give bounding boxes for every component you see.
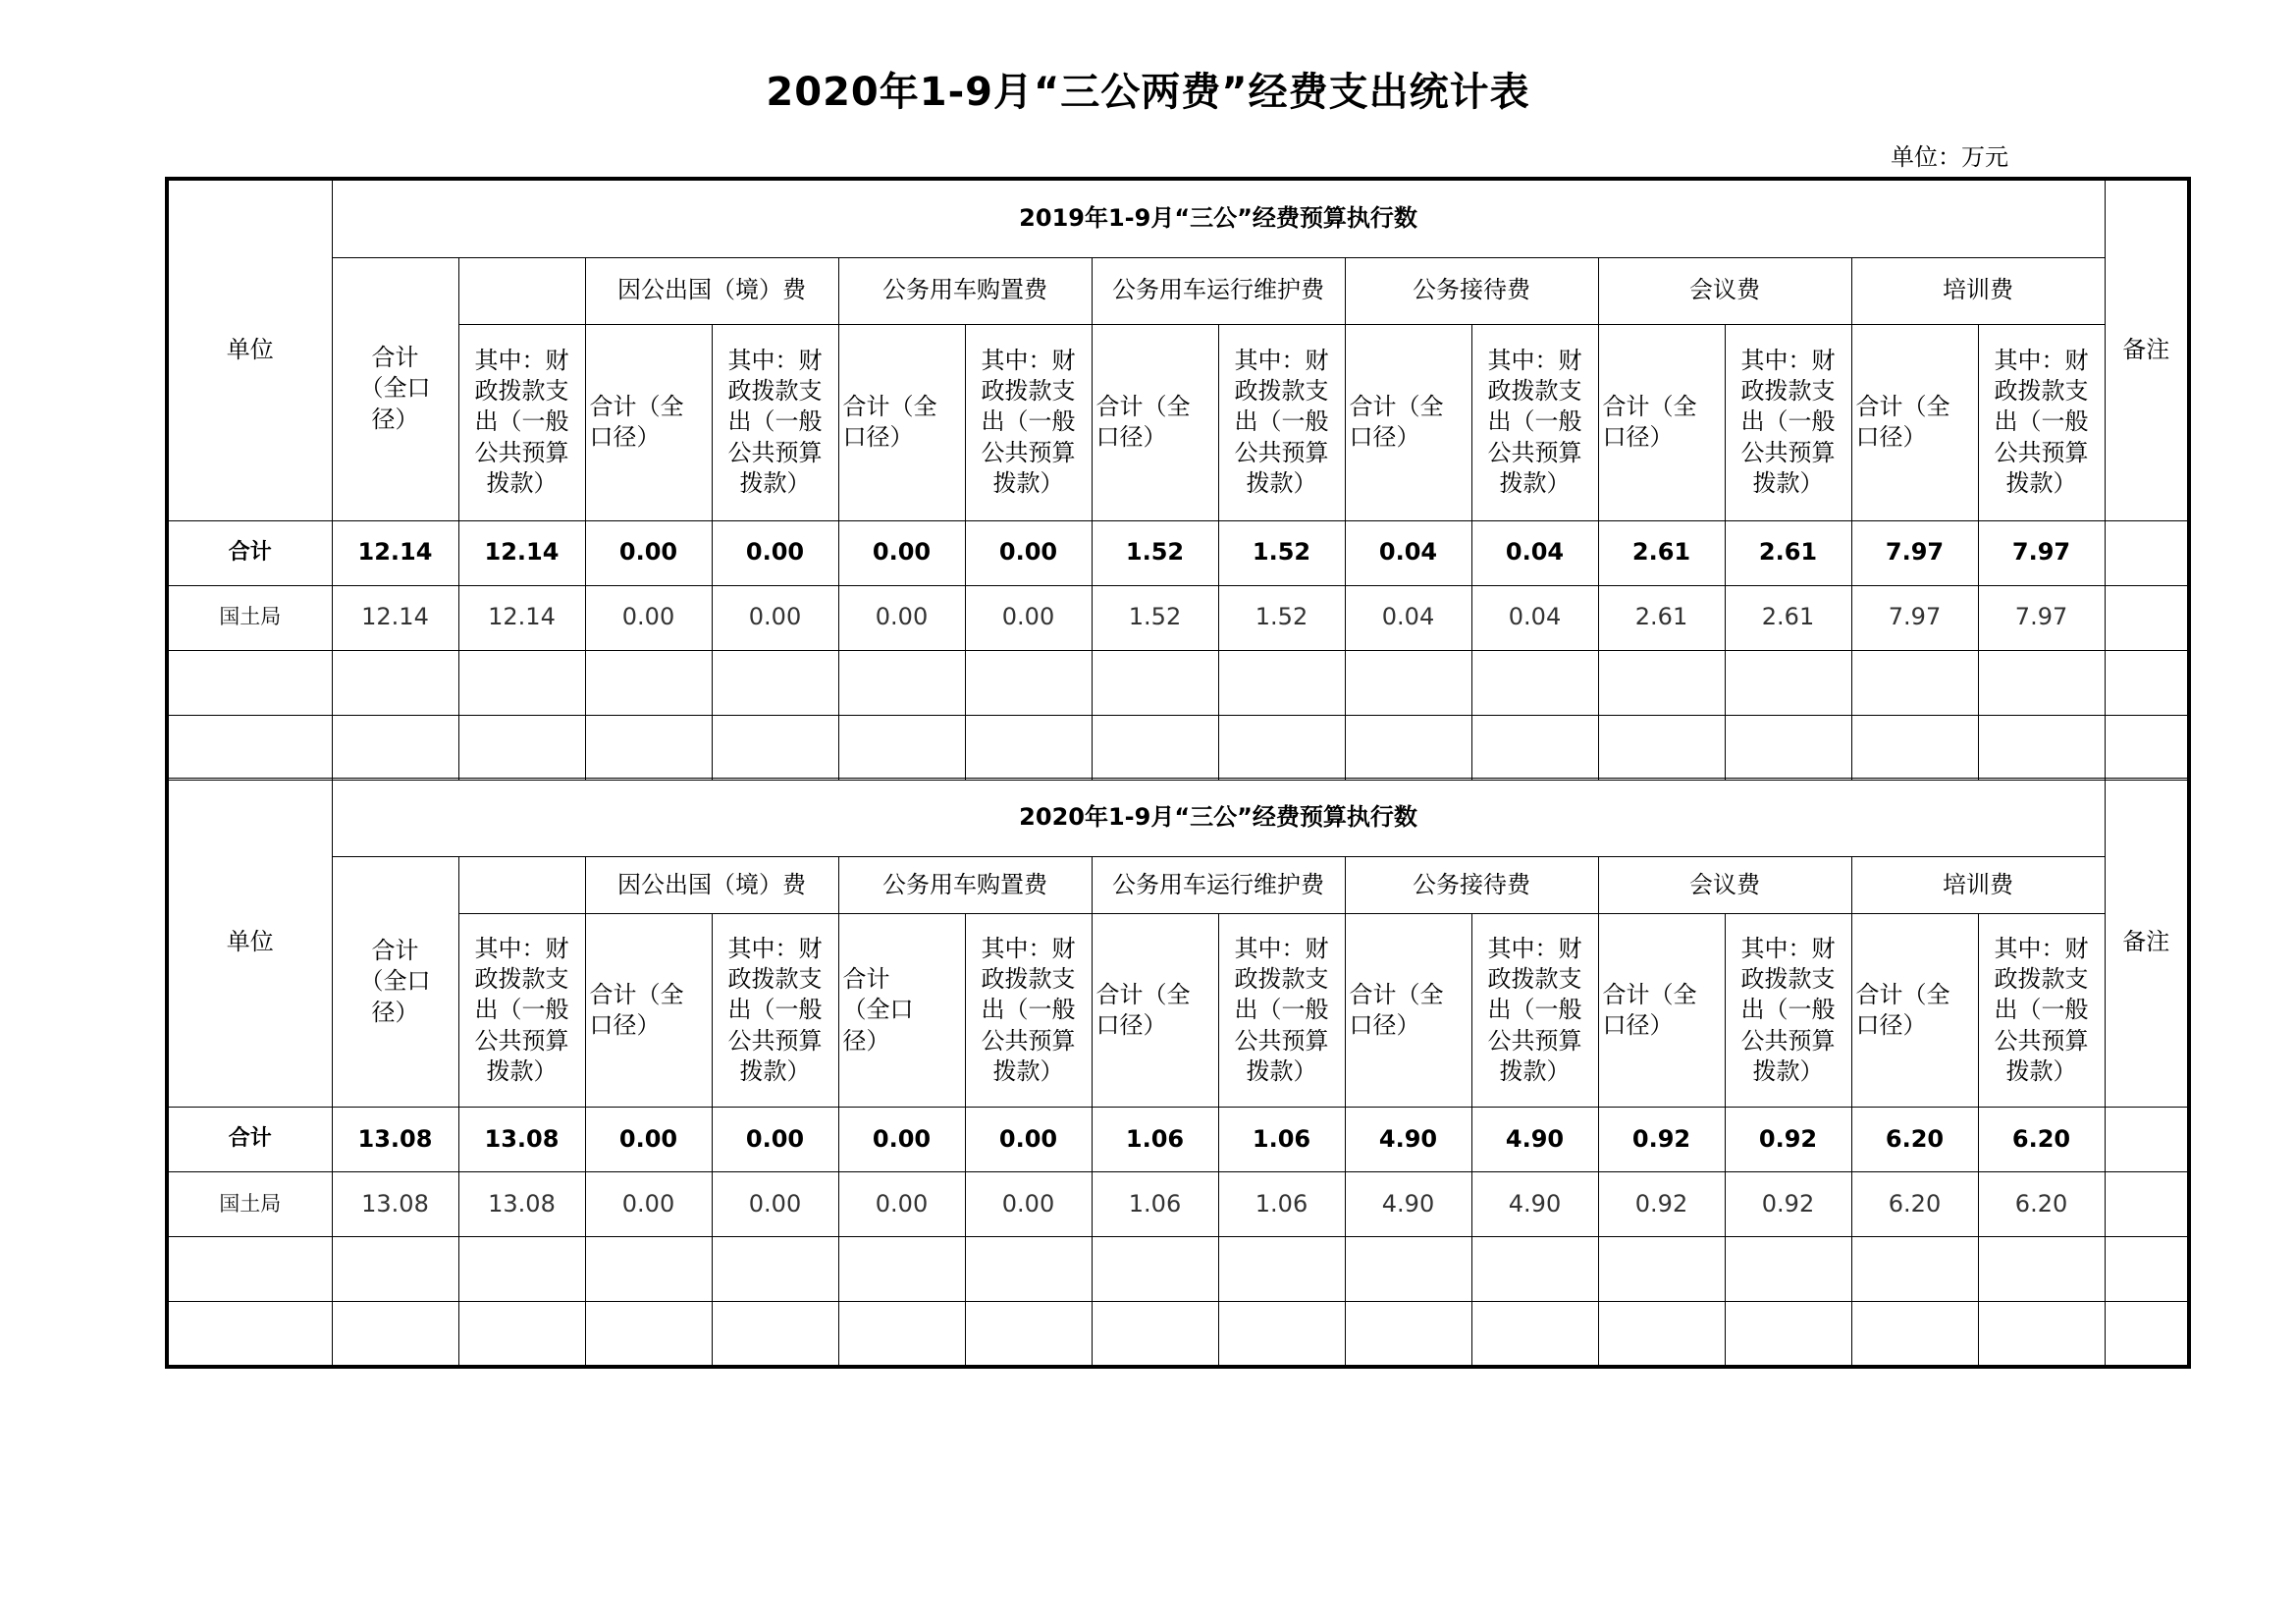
cell: 0.00: [585, 520, 712, 585]
cell: 0.00: [838, 1108, 965, 1172]
table-row-total: [167, 1108, 2189, 1172]
remark-cell: [2105, 520, 2189, 585]
remark-cell: [2105, 1108, 2189, 1172]
cell: 7.97: [1851, 585, 1978, 650]
cell: 1.52: [1092, 520, 1218, 585]
cell: 0.92: [1725, 1108, 1851, 1172]
row-label: 合计: [167, 520, 332, 585]
sub-total-header: 合计（全 口径）: [585, 324, 712, 520]
fiscal-header: 其中：财 政拨款支 出（一般 公共预算 拨款）: [1978, 914, 2105, 1108]
sub-total-header: 合计（全 口径）: [1345, 324, 1471, 520]
sub-total-header: 合计（全 口径）: [1092, 324, 1218, 520]
unit-header: 单位: [167, 779, 332, 1108]
cell: 0.04: [1471, 520, 1598, 585]
sub-total-header: 合计（全 口径）: [1345, 914, 1471, 1108]
cell: 0.04: [1345, 520, 1471, 585]
group-header-training: 培训费: [1851, 857, 2105, 914]
group-header-meeting: 会议费: [1598, 857, 1851, 914]
cell: 13.08: [332, 1172, 458, 1237]
table-row-total: [167, 520, 2189, 585]
fiscal-header: 其中：财 政拨款支 出（一般 公共预算 拨款）: [1218, 914, 1345, 1108]
cell: 13.08: [458, 1172, 585, 1237]
cell: 0.92: [1598, 1108, 1725, 1172]
cell: 2.61: [1598, 585, 1725, 650]
empty-row: [167, 1302, 2189, 1367]
group-header-meeting: 会议费: [1598, 257, 1851, 324]
cell: 0.00: [712, 585, 838, 650]
cell: 7.97: [1978, 585, 2105, 650]
cell: 0.00: [965, 520, 1092, 585]
cell: 0.00: [965, 1172, 1092, 1237]
cell: 0.04: [1345, 585, 1471, 650]
cell: 2.61: [1598, 520, 1725, 585]
cell: 0.00: [838, 520, 965, 585]
fiscal-header: 其中：财 政拨款支 出（一般 公共预算 拨款）: [1978, 324, 2105, 520]
fiscal-header-top: [458, 857, 585, 914]
group-header-overseas: 因公出国（境）费: [585, 257, 838, 324]
cell: 0.00: [712, 1108, 838, 1172]
cell: 4.90: [1471, 1108, 1598, 1172]
cell: 1.06: [1092, 1172, 1218, 1237]
statistics-table-2019: [165, 177, 2191, 781]
sub-total-header: 合计（全 口径）: [1851, 914, 1978, 1108]
remarks-header: 备注: [2105, 179, 2189, 520]
statistics-table-2020: [165, 778, 2191, 1369]
sub-total-header: 合计（全 口径）: [838, 324, 965, 520]
empty-row: [167, 715, 2189, 780]
fiscal-header: 其中：财 政拨款支 出（一般 公共预算 拨款）: [1471, 324, 1598, 520]
cell: 0.04: [1471, 585, 1598, 650]
sub-total-header: 合计（全 口径）: [1092, 914, 1218, 1108]
cell: 0.92: [1598, 1172, 1725, 1237]
empty-row: [167, 650, 2189, 715]
cell: 0.92: [1725, 1172, 1851, 1237]
group-header-vehicle-purchase: 公务用车购置费: [838, 257, 1092, 324]
unit-label: 单位：万元: [1891, 143, 2008, 171]
cell: 12.14: [458, 520, 585, 585]
cell: 4.90: [1471, 1172, 1598, 1237]
table-row: [167, 585, 2189, 650]
fiscal-header: 其中：财 政拨款支 出（一般 公共预算 拨款）: [458, 914, 585, 1108]
cell: 1.52: [1092, 585, 1218, 650]
fiscal-header: 其中：财 政拨款支 出（一般 公共预算 拨款）: [1218, 324, 1345, 520]
cell: 1.06: [1218, 1172, 1345, 1237]
section-title: 2020年1-9月“三公”经费预算执行数: [332, 779, 2105, 857]
cell: 4.90: [1345, 1108, 1471, 1172]
fiscal-header: 其中：财 政拨款支 出（一般 公共预算 拨款）: [1725, 324, 1851, 520]
group-header-reception: 公务接待费: [1345, 857, 1598, 914]
row-label: 合计: [167, 1108, 332, 1172]
fiscal-header: 其中：财 政拨款支 出（一般 公共预算 拨款）: [1471, 914, 1598, 1108]
cell: 12.14: [458, 585, 585, 650]
unit-header: 单位: [167, 179, 332, 520]
cell: 7.97: [1851, 520, 1978, 585]
fiscal-header: 其中：财 政拨款支 出（一般 公共预算 拨款）: [1725, 914, 1851, 1108]
sub-total-header: 合计（全 口径）: [1598, 914, 1725, 1108]
fiscal-header-top: [458, 257, 585, 324]
page-title: 2020年1-9月“三公两费”经费支出统计表: [766, 70, 1530, 115]
sub-total-header: 合计（全 口径）: [1851, 324, 1978, 520]
fiscal-header: 其中：财 政拨款支 出（一般 公共预算 拨款）: [965, 914, 1092, 1108]
section-title: 2019年1-9月“三公”经费预算执行数: [332, 179, 2105, 257]
cell: 1.06: [1092, 1108, 1218, 1172]
cell: 0.00: [965, 1108, 1092, 1172]
empty-row: [167, 1237, 2189, 1302]
cell: 0.00: [712, 520, 838, 585]
cell: 1.52: [1218, 520, 1345, 585]
group-header-training: 培训费: [1851, 257, 2105, 324]
cell: 6.20: [1851, 1172, 1978, 1237]
cell: 0.00: [585, 1108, 712, 1172]
cell: 13.08: [332, 1108, 458, 1172]
cell: 0.00: [585, 585, 712, 650]
cell: 12.14: [332, 520, 458, 585]
cell: 0.00: [712, 1172, 838, 1237]
cell: 6.20: [1978, 1172, 2105, 1237]
group-header-vehicle-operation: 公务用车运行维护费: [1092, 857, 1345, 914]
cell: 13.08: [458, 1108, 585, 1172]
cell: 0.00: [838, 585, 965, 650]
cell: 6.20: [1851, 1108, 1978, 1172]
sub-total-header: 合计（全 口径）: [1598, 324, 1725, 520]
fiscal-header: 其中：财 政拨款支 出（一般 公共预算 拨款）: [458, 324, 585, 520]
cell: 2.61: [1725, 520, 1851, 585]
sub-total-header: 合计（全 口径）: [585, 914, 712, 1108]
remarks-header: 备注: [2105, 779, 2189, 1108]
row-label: 国土局: [167, 585, 332, 650]
table-row: [167, 1172, 2189, 1237]
total-full-header: 合计 （全口 径）: [332, 857, 458, 1108]
total-full-header: 合计 （全口 径）: [332, 257, 458, 520]
sub-total-header-alt: 合计 （全口 径）: [838, 914, 965, 1108]
cell: 0.00: [965, 585, 1092, 650]
cell: 2.61: [1725, 585, 1851, 650]
cell: 0.00: [585, 1172, 712, 1237]
cell: 4.90: [1345, 1172, 1471, 1237]
cell: 1.52: [1218, 585, 1345, 650]
cell: 7.97: [1978, 520, 2105, 585]
group-header-overseas: 因公出国（境）费: [585, 857, 838, 914]
group-header-vehicle-operation: 公务用车运行维护费: [1092, 257, 1345, 324]
cell: 12.14: [332, 585, 458, 650]
group-header-vehicle-purchase: 公务用车购置费: [838, 857, 1092, 914]
group-header-reception: 公务接待费: [1345, 257, 1598, 324]
fiscal-header: 其中：财 政拨款支 出（一般 公共预算 拨款）: [712, 324, 838, 520]
cell: 0.00: [838, 1172, 965, 1237]
fiscal-header: 其中：财 政拨款支 出（一般 公共预算 拨款）: [965, 324, 1092, 520]
cell: 1.06: [1218, 1108, 1345, 1172]
remark-cell: [2105, 585, 2189, 650]
fiscal-header: 其中：财 政拨款支 出（一般 公共预算 拨款）: [712, 914, 838, 1108]
remark-cell: [2105, 1172, 2189, 1237]
cell: 6.20: [1978, 1108, 2105, 1172]
row-label: 国土局: [167, 1172, 332, 1237]
